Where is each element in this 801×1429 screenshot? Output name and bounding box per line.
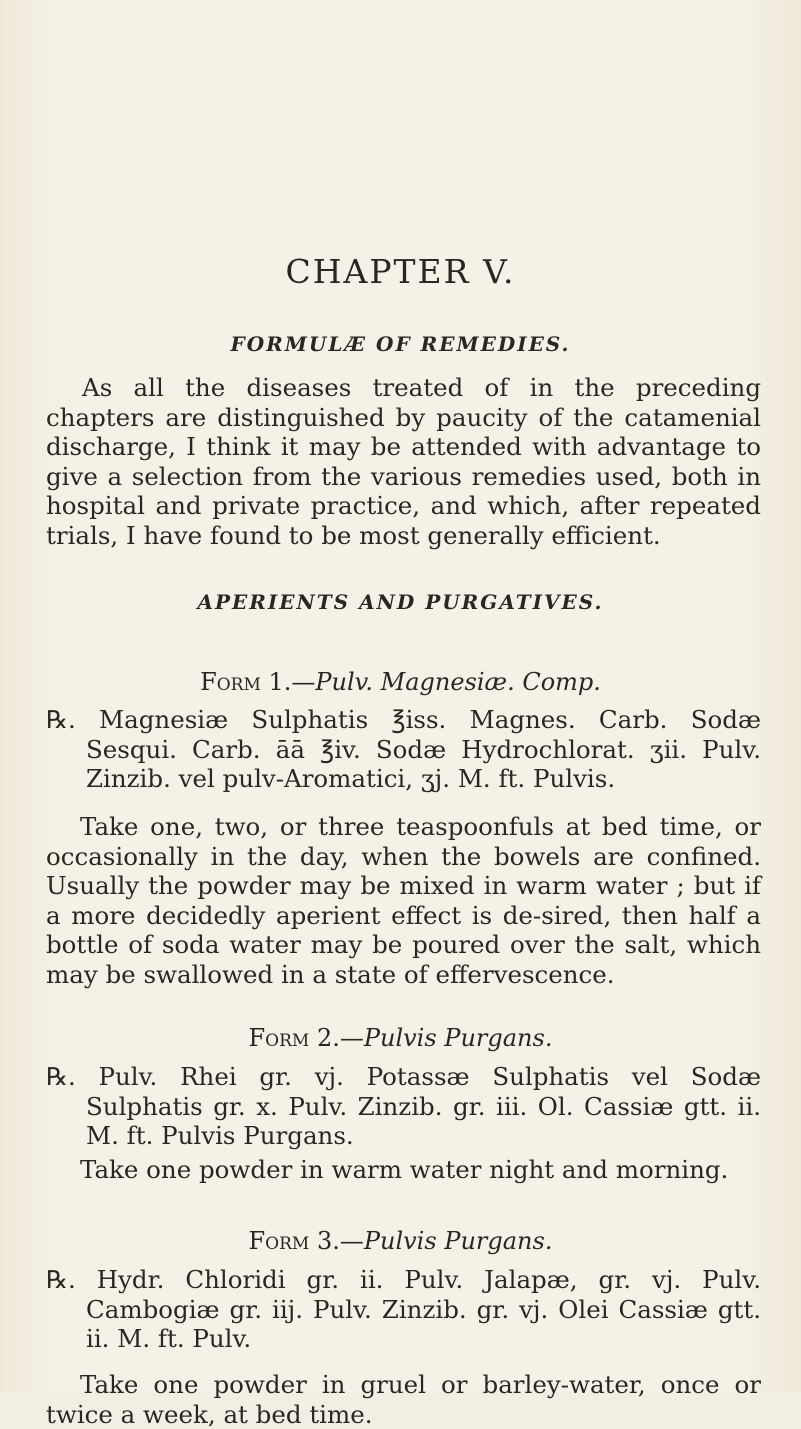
form-1-name: Pulv. Magnesiæ. Comp. bbox=[315, 668, 601, 696]
form-3-label: Form 3.— bbox=[248, 1227, 364, 1255]
form-3-prescription: ℞. Hydr. Chloridi gr. ii. Pulv. Jalapæ, gr. vj. Pulv. Cambogiæ gr. iij. Pulv. Zinzib. gr. vj. Olei Cassiæ gtt. ii. M. ft. Pulv. bbox=[46, 1265, 761, 1354]
form-2-heading bbox=[0, 1024, 801, 1052]
form-3-directions: Take one powder in gruel or barley-water, once or twice a week, at bed time. bbox=[46, 1370, 761, 1429]
form-3-heading bbox=[0, 1227, 801, 1255]
chapter-subtitle: FORMULÆ OF REMEDIES. bbox=[230, 332, 571, 356]
section-heading: APERIENTS AND PURGATIVES. bbox=[197, 590, 604, 614]
form-2-name: Pulvis Purgans. bbox=[363, 1024, 553, 1052]
intro-paragraph: As all the diseases treated of in the preceding chapters are distinguished by paucity of the catamenial discharge, I think it may be attended with advantage to give a selection from the various remedies used, both in hospital and private practice, and which, after repeated trials, I have found to be most generally efficient. bbox=[46, 373, 761, 550]
form-2-directions: Take one powder in warm water night and morning. bbox=[80, 1155, 729, 1184]
form-2-prescription: ℞. Pulv. Rhei gr. vj. Potassæ Sulphatis vel Sodæ Sulphatis gr. x. Pulv. Zinzib. gr. iii. Ol. Cassiæ gtt. ii. M. ft. Pulvis Purgans. bbox=[46, 1062, 761, 1151]
form-1-label: Form 1.— bbox=[200, 668, 316, 696]
form-2-label: Form 2.— bbox=[248, 1024, 364, 1052]
chapter-title: CHAPTER V. bbox=[285, 252, 516, 291]
form-1-directions: Take one, two, or three teaspoonfuls at bed time, or occasionally in the day, when the bowels are confined. Usually the powder may be mixed in warm water ; but if a more decidedly aperient effect is de-sired, then half a bottle of soda water may be poured over the salt, which may be swallowed in a state of effervescence. bbox=[46, 812, 761, 989]
form-1-heading bbox=[0, 668, 801, 696]
form-1-prescription: ℞. Magnesiæ Sulphatis ℥iss. Magnes. Carb. Sodæ Sesqui. Carb. āā ℥iv. Sodæ Hydrochlorat. ʒii. Pulv. Zinzib. vel pulv-Aromatici, ʒj. M. ft. Pulvis. bbox=[46, 705, 761, 794]
form-3-name: Pulvis Purgans. bbox=[363, 1227, 553, 1255]
